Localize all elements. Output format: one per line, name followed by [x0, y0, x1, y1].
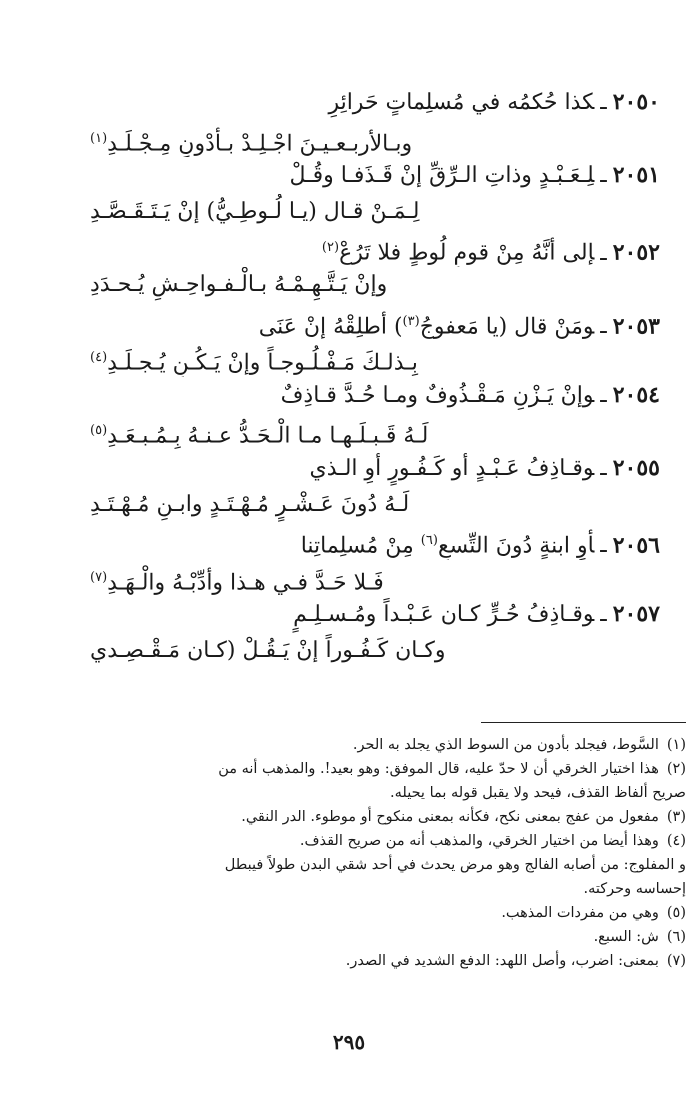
verse-separator: ـ — [600, 90, 607, 115]
footnote-text: بمعنى: اضرب، وأصل اللهد: الدفع الشديد في الصدر. — [345, 953, 659, 969]
verse-number: ٢٠٥٧ — [612, 601, 660, 628]
hemistich-text-continued: ) أطلِقْهُ إنْ عَنَى — [258, 313, 403, 339]
footnote-text: هذا اختيار الخرقي أن لا حدّ عليه، قال الموفق: وهو بعيد!. والمذهب أنه من — [218, 761, 659, 777]
verse-2050-first-hemistich — [86, 84, 660, 121]
footnote-number: (٤) — [666, 833, 686, 849]
verse-2053-first-hemistich — [86, 304, 660, 341]
footnote-ref[interactable]: (١) — [90, 130, 108, 146]
hemistich-text: بِـذلـكَ مَـفْـلُـوجـاً وإنْ يَـكُـنِ يُـجـلَـدِ — [107, 350, 418, 376]
hemistich-text-continued: مِنْ مُسلِماتِنا — [300, 533, 421, 559]
verse-2051-second-hemistich — [86, 194, 660, 231]
verse-2056-second-hemistich — [86, 560, 660, 597]
verse-number: ٢٠٥٢ — [612, 239, 660, 266]
footnote-ref[interactable]: (٤) — [90, 350, 108, 366]
hemistich-text: وقـاذِفُ عَـبْـدٍ أو كَـفُـورٍ أوِ الـذي — [309, 455, 595, 481]
hemistich-text: وبـالأربـعـيـنَ اجْـلِـدْ بـأدْونِ مِـجْـلَـدِ — [107, 130, 413, 156]
verse-separator: ـ — [600, 455, 607, 481]
footnote-ref[interactable]: (٥) — [90, 423, 108, 439]
verse-2052-first-hemistich — [86, 230, 660, 267]
footnote-text: وهذا أيضا من اختيار الخرقي، والمذهب أنه من صريح القذف. — [299, 833, 659, 849]
footnote-1 — [40, 733, 686, 757]
footnote-text: السَّوط، فيجلد بأدون من السوط الذي يجلد به الحر. — [352, 737, 659, 753]
verse-number: ٢٠٥٦ — [612, 532, 660, 559]
verse-2055-second-hemistich — [86, 487, 660, 524]
verse-number: ٢٠٥٤ — [612, 381, 660, 408]
hemistich-text: وإنْ يَـتَّـهِـمْـهُ بـالْـفـواحِـشِ يُـحـدَدِ — [90, 271, 388, 297]
footnote-number: (٢) — [666, 761, 686, 777]
hemistich-text: أوِ ابنةٍ دُونَ التِّسعِ — [437, 533, 595, 559]
footnote-divider — [481, 722, 686, 723]
footnote-text: ش: السبع. — [593, 929, 659, 945]
footnote-6 — [40, 925, 686, 949]
footnote-3 — [40, 805, 686, 829]
footnote-number: (٦) — [666, 929, 686, 945]
footnote-number: (٧) — [666, 953, 686, 969]
verse-number: ٢٠٥٠ — [612, 89, 660, 115]
footnote-ref[interactable]: (٧) — [90, 569, 108, 585]
verse-number: ٢٠٥١ — [612, 162, 660, 189]
footnotes — [40, 733, 686, 973]
footnote-ref[interactable]: (٢) — [321, 240, 340, 256]
footnote-text: إحساسه وحركته. — [583, 881, 686, 897]
verse-separator: ـ — [600, 313, 607, 339]
verse-separator: ـ — [600, 240, 607, 266]
footnote-4-note — [40, 853, 686, 877]
verse-separator: ـ — [600, 382, 607, 408]
hemistich-text: وإنْ يَـزْنِ مَـقْـذُوفٌ ومـا حُـدَّ قـاذِفٌ — [280, 382, 595, 408]
footnote-number: (١) — [666, 737, 686, 753]
verse-2050-second-hemistich — [86, 121, 660, 158]
footnote-number: (٥) — [666, 905, 686, 921]
hemistich-text: كذا حُكمُه في مُسلِماتٍ حَرائِرِ — [328, 90, 595, 115]
hemistich-text: لَـهُ قَـبـلَـهـا مـا الْـحَـدُّ عـنـهُ بِـمُـبـعَـدِ — [107, 423, 429, 449]
footnote-ref[interactable]: (٦) — [420, 533, 438, 549]
hemistich-text: إلى أنَّهُ مِنْ قومِ لُوطٍ فلا تَرُعْ — [339, 240, 595, 266]
hemistich-text: وكـان كَـفُـوراً إنْ يَـقُـلْ (كـان مَـقْـصِـدي — [90, 637, 446, 663]
footnote-text: مفعول من عفج بمعنى نكح، فكأنه بمعنى منكوح أو موطوء. الدر النقي. — [241, 809, 659, 825]
verse-separator: ـ — [600, 163, 607, 189]
footnote-ref[interactable]: (٣) — [402, 313, 420, 329]
hemistich-text: لَـهُ دُونَ عَـشْـرٍ مُـهْـتَـدٍ وابـنِ مُـهْـتَـدِ — [90, 491, 410, 517]
hemistich-text: وقـاذِفُ حُـرٍّ كـان عَـبْـداً ومُـسـلِـمٍ — [293, 602, 595, 628]
footnote-7 — [40, 949, 686, 973]
footnote-2 — [40, 757, 686, 781]
hemistich-text: فَـلا حَـدَّ فـي هـذا وأدِّبْـهُ والْـهَـدِ — [107, 570, 384, 596]
verse-2052-second-hemistich — [86, 267, 660, 304]
verse-2055-first-hemistich — [86, 450, 660, 487]
verse-2054-first-hemistich — [86, 377, 660, 414]
verse-2057-first-hemistich — [86, 596, 660, 633]
verse-2057-second-hemistich — [86, 633, 660, 670]
page-number: ٢٩٥ — [332, 1030, 366, 1054]
verse-2056-first-hemistich — [86, 523, 660, 560]
verse-number: ٢٠٥٥ — [612, 454, 660, 481]
footnote-4-note-continued — [40, 877, 686, 901]
footnote-4 — [40, 829, 686, 853]
verse-number: ٢٠٥٣ — [612, 312, 660, 339]
poem-verses — [86, 84, 660, 670]
footnote-text: و المفلوج: من أصابه الفالج وهو مرض يحدث في أحد شقي البدن طولاً فيبطل — [224, 857, 686, 873]
footnote-number: (٣) — [666, 809, 686, 825]
verse-2051-first-hemistich — [86, 157, 660, 194]
footnote-5 — [40, 901, 686, 925]
verse-separator: ـ — [600, 602, 607, 628]
footnote-text: صريح ألفاظ القذف، فيحد ولا يقبل قوله بما يحيله. — [390, 785, 686, 801]
verse-2053-second-hemistich — [86, 340, 660, 377]
verse-2054-second-hemistich — [86, 413, 660, 450]
footnote-text: وهي من مفردات المذهب. — [501, 905, 659, 921]
hemistich-text: لِـعَـبْـدٍ وذاتِ الـرِّقِّ إنْ قَـذَفـا وقُـلْ — [289, 163, 595, 189]
hemistich-text: لِـمَـنْ قـال (يـا لُـوطِـيُّ) إنْ يَـتَـقَـصَّـدِ — [90, 198, 420, 224]
verse-separator: ـ — [600, 533, 607, 559]
hemistich-text: ومَنْ قال (يا مَعفوجُ — [419, 313, 595, 339]
footnote-2-continued — [40, 781, 686, 805]
